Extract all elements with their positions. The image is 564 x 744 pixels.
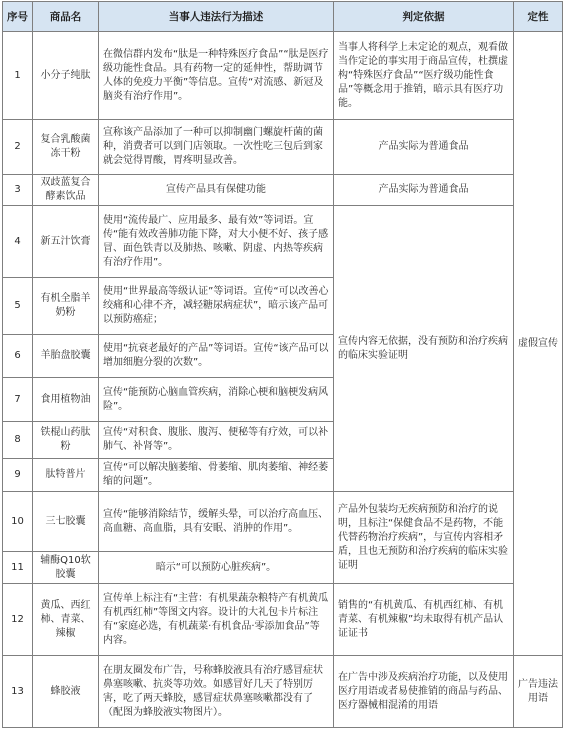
cell-basis: 在广告中涉及疾病治疗功能，以及使用医疗用语或者易使推销的商品与药品、医疗器械相混淆的用语 xyxy=(334,656,514,728)
header-row xyxy=(3,2,563,32)
cell-basis-shared: 宣传内容无依据，没有预防和治疗疾病的临床实验证明 xyxy=(334,206,514,492)
cell-name: 铁棍山药肽粉 xyxy=(33,422,99,459)
table-row xyxy=(3,584,563,656)
cell-name: 复合乳酸菌冻干粉 xyxy=(33,120,99,175)
cell-basis: 产品外包装均无疾病预防和治疗的说明，且标注“保健食品不是药物，不能代替药物治疗疾病”，与宣传内容相矛盾，且也无预防和治疗疾病的临床实验证明 xyxy=(334,492,514,584)
cell-no: 9 xyxy=(3,459,33,492)
cell-name: 有机全脂羊奶粉 xyxy=(33,278,99,335)
cell-no: 11 xyxy=(3,552,33,584)
cell-name: 新五汁饮膏 xyxy=(33,206,99,278)
cell-desc: 宣传“可以解决脑萎缩、骨萎缩、肌肉萎缩、神经萎缩的问题”。 xyxy=(99,459,334,492)
cell-no: 7 xyxy=(3,378,33,422)
cell-name: 辅酶Q10软胶囊 xyxy=(33,552,99,584)
cell-desc: 宣传“能预防心脑血管疾病，消除心梗和脑梗发病风险”。 xyxy=(99,378,334,422)
cell-name: 肽特普片 xyxy=(33,459,99,492)
table-row xyxy=(3,492,563,552)
cell-basis: 产品实际为普通食品 xyxy=(334,120,514,175)
cell-desc: 使用“世界最高等级认证”等词语。宣传“可以改善心绞痛和心律不齐，减轻糖尿病症状”，暗示该产品可以预防癌症； xyxy=(99,278,334,335)
cell-desc: 暗示“可以预防心脏疾病”。 xyxy=(99,552,334,584)
cell-no: 1 xyxy=(3,32,33,120)
cell-name: 双歧蓝复合酵素饮品 xyxy=(33,175,99,206)
cell-no: 6 xyxy=(3,335,33,378)
cell-name: 小分子纯肽 xyxy=(33,32,99,120)
cell-no: 3 xyxy=(3,175,33,206)
cell-name: 蜂胶液 xyxy=(33,656,99,728)
cell-no: 5 xyxy=(3,278,33,335)
header-nature: 定性 xyxy=(514,2,563,32)
cell-desc: 在微信群内发布“肽是一种特殊医疗食品”“肽是医疗级功能性食品。具有药物一定的延伸性，帮助调节人体的免疫力平衡”等信息。宣传“对流感、新冠及脑炎有治疗作用”。 xyxy=(99,32,334,120)
cell-desc: 在朋友圈发布广告，号称蜂胶液具有治疗感冒症状鼻塞咳嗽、抗炎等功效。如感冒好几天了特别厉害，吃了两天蜂胶，感冒症状鼻塞咳嗽都没有了（配图为蜂胶液实物图片）。 xyxy=(99,656,334,728)
cell-name: 三七胶囊 xyxy=(33,492,99,552)
cell-desc: 宣传产品具有保健功能 xyxy=(99,175,334,206)
cell-nature-ad: 广告违法用语 xyxy=(514,656,563,728)
header-desc: 当事人违法行为描述 xyxy=(99,2,334,32)
cell-desc: 宣称该产品添加了一种可以抑制幽门螺旋杆菌的菌种，消费者可以到门店领取。一次性吃三包后到家就会觉得胃酸，胃疼明显改善。 xyxy=(99,120,334,175)
table-row xyxy=(3,120,563,175)
cell-desc: 使用“抗衰老最好的产品”等词语。宣传“该产品可以增加细胞分裂的次数”。 xyxy=(99,335,334,378)
cell-basis: 当事人将科学上未定论的观点，观看做当作定论的事实用于商品宣传，杜撰虚构“特殊医疗食品”“医疗级功能性食品”等概念用于推销，暗示具有医疗功能。 xyxy=(334,32,514,120)
cell-name: 食用植物油 xyxy=(33,378,99,422)
cell-desc: 宣传“能够消除结节，缓解头晕，可以治疗高血压、高血糖、高血脂，具有安眠、消肿的作用”。 xyxy=(99,492,334,552)
cell-name: 黄瓜、西红柿、青菜、辣椒 xyxy=(33,584,99,656)
cell-nature-false: 虚假宣传 xyxy=(514,32,563,656)
header-basis: 判定依据 xyxy=(334,2,514,32)
cell-no: 10 xyxy=(3,492,33,552)
cell-no: 4 xyxy=(3,206,33,278)
header-no: 序号 xyxy=(3,2,33,32)
table-row xyxy=(3,206,563,278)
cell-name: 羊胎盘胶囊 xyxy=(33,335,99,378)
cell-no: 2 xyxy=(3,120,33,175)
header-name: 商品名 xyxy=(33,2,99,32)
cell-desc: 宣传“对积食、腹胀、腹泻、便秘等有疗效，可以补肺气、补肾等”。 xyxy=(99,422,334,459)
table-row xyxy=(3,32,563,120)
cell-desc: 使用“流传最广、应用最多、最有效”等词语。宣传“能有效改善肺功能下降，对大小便不好、孩子感冒、面色铁青以及肺热、咳嗽、阴虚、内热等疾病有治疗作用”。 xyxy=(99,206,334,278)
cell-no: 13 xyxy=(3,656,33,728)
table-row xyxy=(3,656,563,728)
cell-no: 8 xyxy=(3,422,33,459)
cell-basis: 销售的“有机黄瓜、有机西红柿、有机青菜、有机辣椒”均未取得有机产品认证证书 xyxy=(334,584,514,656)
violation-table xyxy=(2,1,563,728)
cell-basis: 产品实际为普通食品 xyxy=(334,175,514,206)
cell-no: 12 xyxy=(3,584,33,656)
table-row xyxy=(3,175,563,206)
cell-desc: 宣传单上标注有“主营：有机果蔬杂粮特产有机黄瓜有机西红柿”等图文内容。设计的大礼包卡片标注有“家庭必选，有机蔬菜·有机食品·零添加食品”等内容。 xyxy=(99,584,334,656)
